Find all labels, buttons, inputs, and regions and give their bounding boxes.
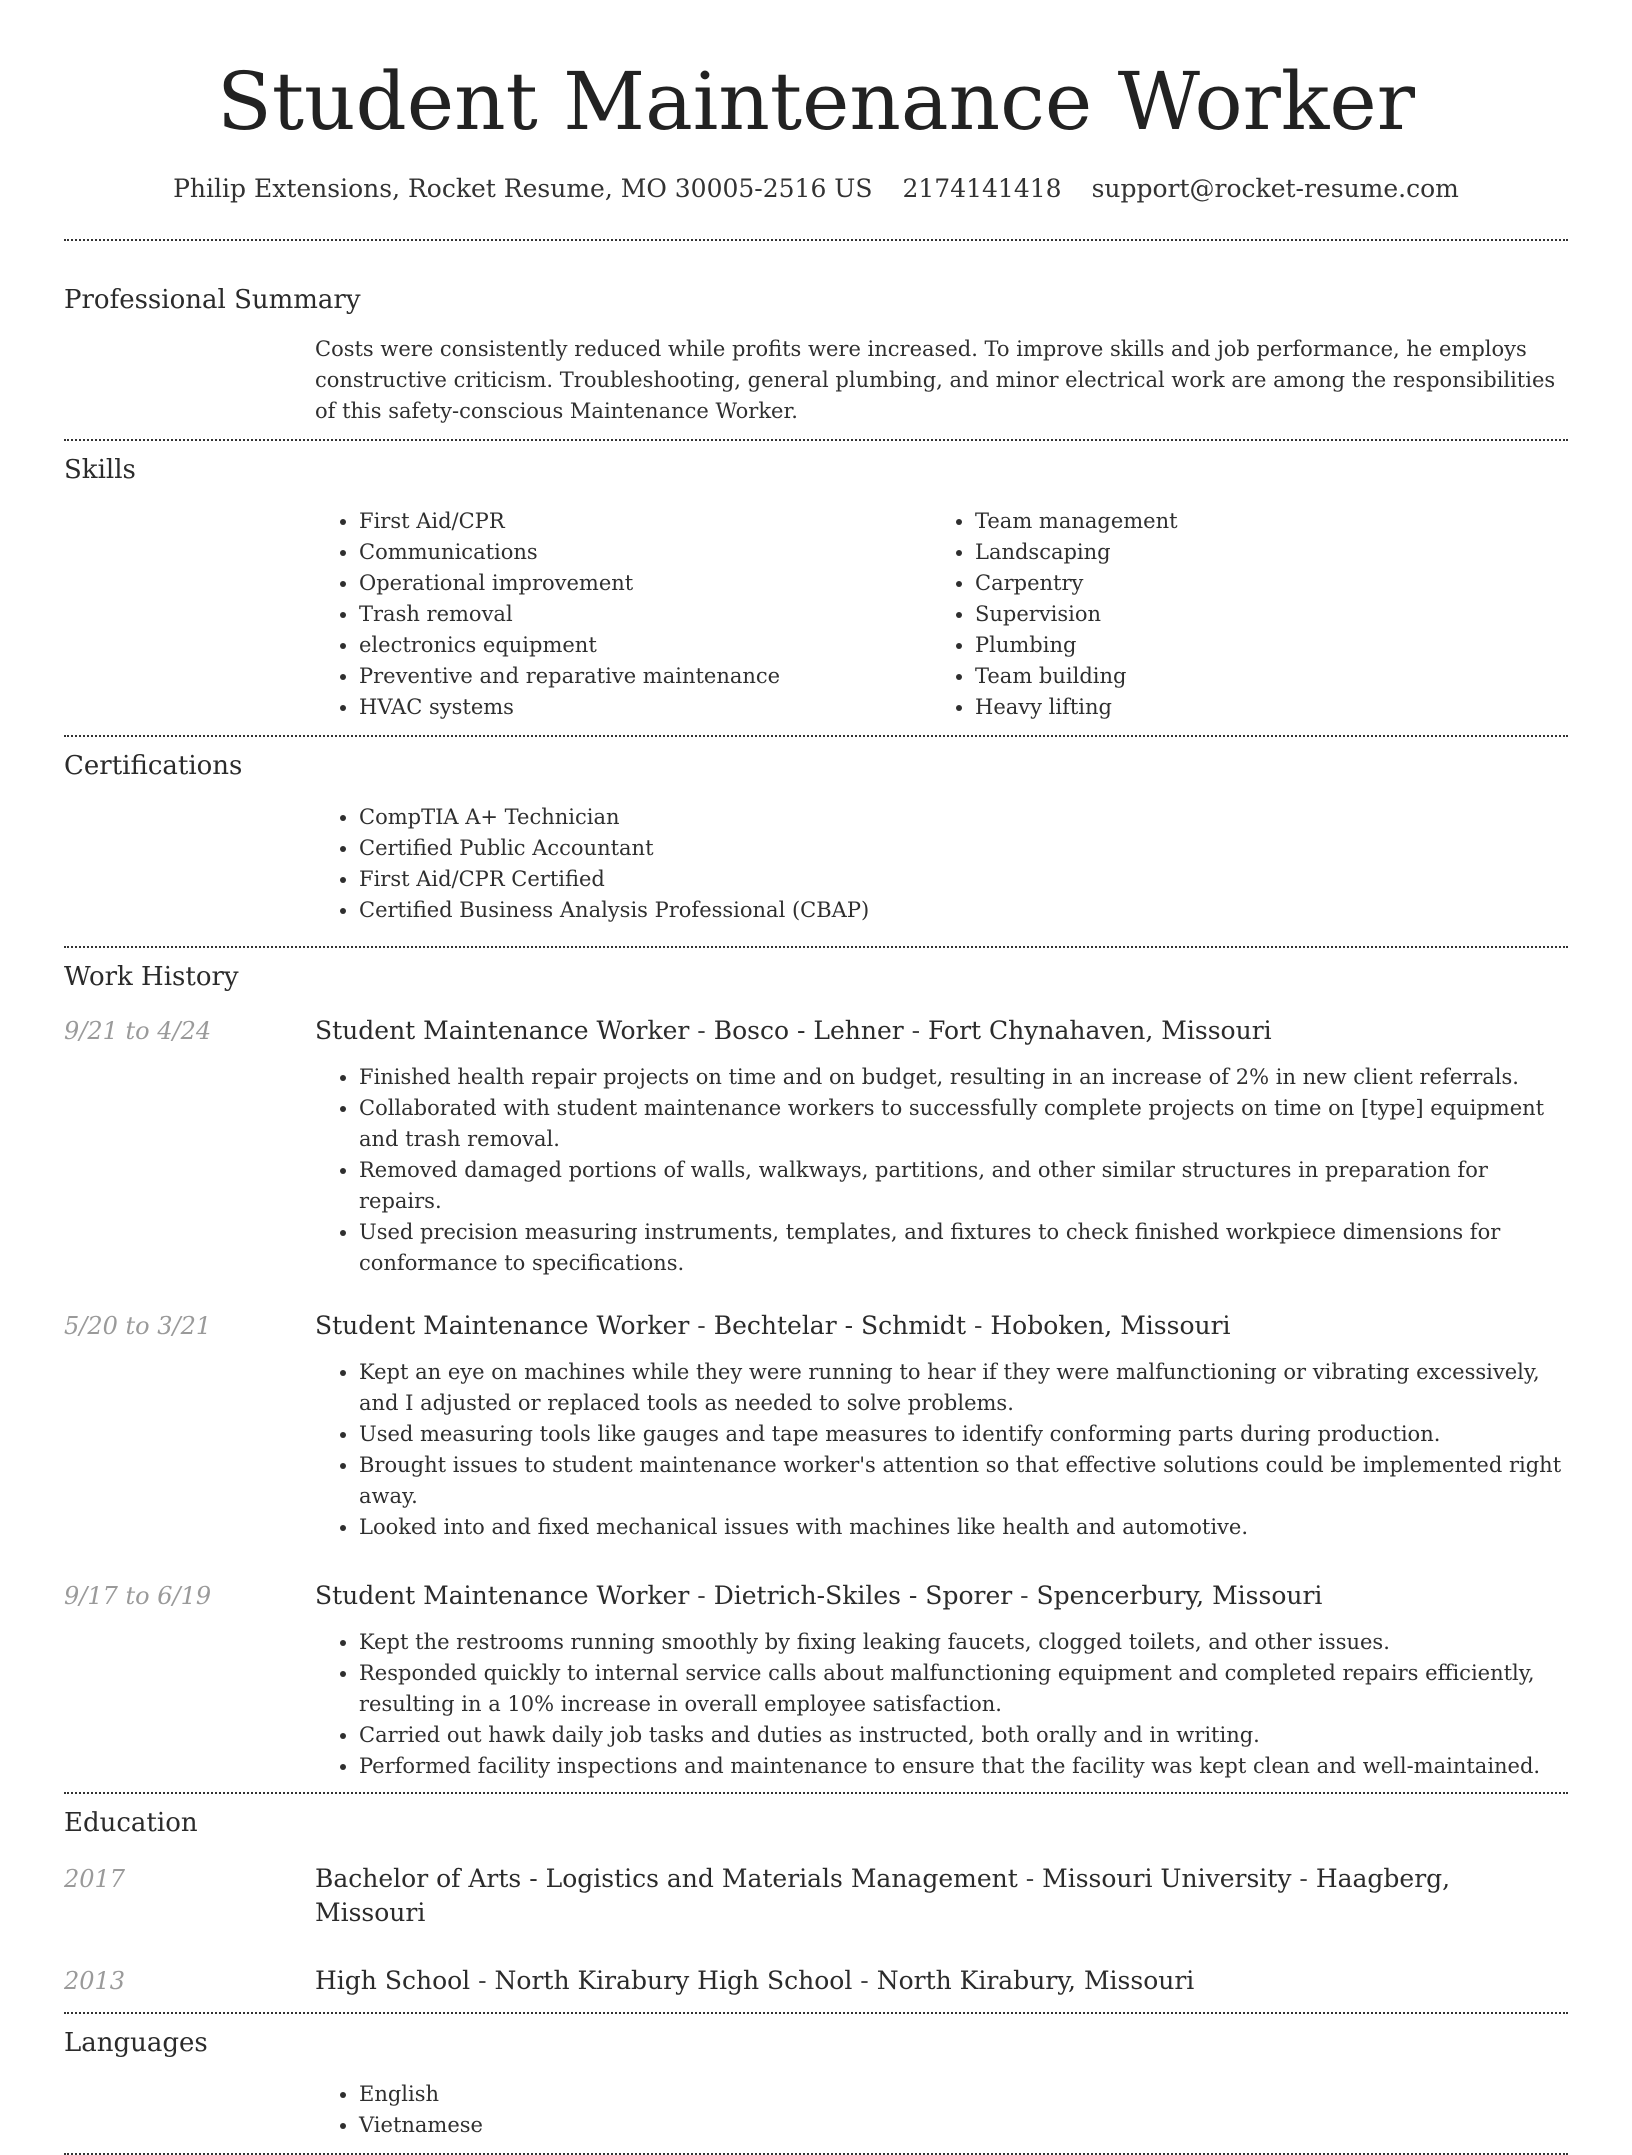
job-bullet: • Removed damaged portions of walls, walkways, partitions, and other similar structures in preparation for repairs.	[359, 1155, 1568, 1217]
skill-item: • Team management	[975, 506, 1547, 537]
contact-line	[64, 172, 1568, 206]
skill-item: • Supervision	[975, 599, 1547, 630]
job-role: Student Maintenance Worker	[315, 1581, 690, 1610]
contact-address: Philip Extensions, Rocket Resume, MO 30005-2516 US	[173, 174, 873, 203]
section-divider	[64, 946, 1568, 948]
summary-text: Costs were consistently reduced while profits were increased. To improve skills and job performance, he employs constructive criticism. Troubleshooting, general plumbing, and minor electrical work are among the responsibilities of this safety-conscious Maintenance Worker.	[315, 337, 1556, 423]
job-role: Student Maintenance Worker	[315, 1311, 690, 1340]
certifications-heading: Certifications	[64, 751, 243, 781]
languages-heading: Languages	[64, 2028, 208, 2058]
section-divider	[64, 439, 1568, 441]
skill-item: • HVAC systems	[359, 692, 931, 723]
skills-columns	[315, 506, 1568, 723]
education-heading-line: Bachelor of Arts - Logistics and Materials Management - Missouri University - Haagberg, Missouri	[315, 1864, 1451, 1927]
job-bullets	[315, 1062, 1568, 1279]
job-role: Student Maintenance Worker	[315, 1016, 690, 1045]
job-entry	[64, 1579, 1568, 1613]
job-bullet: • Responded quickly to internal service calls about malfunctioning equipment and completed repairs efficiently, resulting in a 10% increase in overall employee satisfaction.	[359, 1658, 1568, 1720]
certification-item: • First Aid/CPR Certified	[359, 864, 1568, 895]
skills-heading: Skills	[64, 455, 136, 485]
job-bullet: • Collaborated with student maintenance workers to successfully complete projects on time on [type] equipment and trash removal.	[359, 1093, 1568, 1155]
certification-item: • Certified Public Accountant	[359, 833, 1568, 864]
job-bullets	[315, 1627, 1568, 1782]
education-degree: Bachelor of Arts - Logistics and Materials Management	[315, 1864, 1018, 1893]
certifications-list	[315, 802, 1568, 926]
education-location: Haagberg, Missouri	[315, 1864, 1451, 1927]
education-entry	[64, 1862, 1568, 1930]
job-bullet: • Used precision measuring instruments, templates, and fixtures to check finished workpiece dimensions for conformance to specifications.	[359, 1217, 1568, 1279]
skill-item: • electronics equipment	[359, 630, 931, 661]
language-item: • English	[359, 2079, 1568, 2110]
job-entry	[64, 1309, 1568, 1343]
summary-heading: Professional Summary	[64, 285, 361, 315]
job-bullet: • Kept an eye on machines while they were running to hear if they were malfunctioning or vibrating excessively, and I adjusted or replaced tools as needed to solve problems.	[359, 1357, 1568, 1419]
skill-item: • Carpentry	[975, 568, 1547, 599]
education-year: 2013	[64, 1967, 126, 1995]
section-divider	[64, 1792, 1568, 1794]
education-heading-line: High School - North Kirabury High School - North Kirabury, Missouri	[315, 1966, 1195, 1995]
job-dates: 9/21 to 4/24	[64, 1017, 212, 1045]
job-bullets	[315, 1357, 1568, 1543]
skills-right-column	[931, 506, 1547, 723]
education-school: North Kirabury High School	[494, 1966, 853, 1995]
section-divider	[64, 2012, 1568, 2014]
languages-list	[315, 2079, 1568, 2141]
job-bullet: • Finished health repair projects on time and on budget, resulting in an increase of 2% in new client referrals.	[359, 1062, 1568, 1093]
skill-item: • Communications	[359, 537, 931, 568]
job-dates: 9/17 to 6/19	[64, 1582, 212, 1610]
section-divider	[64, 735, 1568, 737]
job-location: Fort Chynahaven, Missouri	[928, 1016, 1272, 1045]
job-location: Hoboken, Missouri	[990, 1311, 1231, 1340]
job-bullet: • Used measuring tools like gauges and tape measures to identify conforming parts during production.	[359, 1419, 1568, 1450]
job-heading: Student Maintenance Worker - Dietrich-Skiles - Sporer - Spencerbury, Missouri	[315, 1581, 1323, 1610]
skill-item: • Preventive and reparative maintenance	[359, 661, 931, 692]
education-year: 2017	[64, 1865, 126, 1893]
job-company: Bosco - Lehner	[713, 1016, 904, 1045]
job-bullet: • Performed facility inspections and maintenance to ensure that the facility was kept clean and well-maintained.	[359, 1751, 1568, 1782]
certification-item: • CompTIA A+ Technician	[359, 802, 1568, 833]
section-divider	[64, 239, 1568, 241]
skill-item: • Heavy lifting	[975, 692, 1547, 723]
candidate-name: Student Maintenance Worker	[217, 55, 1415, 148]
job-bullet: • Kept the restrooms running smoothly by fixing leaking faucets, clogged toilets, and other issues.	[359, 1627, 1568, 1658]
work-history-heading: Work History	[64, 962, 239, 992]
job-bullet: • Carried out hawk daily job tasks and duties as instructed, both orally and in writing.	[359, 1720, 1568, 1751]
job-heading: Student Maintenance Worker - Bechtelar - Schmidt - Hoboken, Missouri	[315, 1311, 1231, 1340]
skill-item: • Team building	[975, 661, 1547, 692]
job-entry	[64, 1014, 1568, 1048]
job-bullet: • Brought issues to student maintenance worker's attention so that effective solutions could be implemented right away.	[359, 1450, 1568, 1512]
certification-item: • Certified Business Analysis Professional (CBAP)	[359, 895, 1568, 926]
language-item: • Vietnamese	[359, 2110, 1568, 2141]
skill-item: • Operational improvement	[359, 568, 931, 599]
education-heading: Education	[64, 1808, 198, 1838]
skill-item: • Trash removal	[359, 599, 931, 630]
job-company: Bechtelar - Schmidt	[713, 1311, 966, 1340]
skill-item: • Landscaping	[975, 537, 1547, 568]
skills-left-column	[315, 506, 931, 723]
contact-email: support@rocket-resume.com	[1091, 174, 1459, 203]
education-location: North Kirabury, Missouri	[876, 1966, 1195, 1995]
job-bullet: • Looked into and fixed mechanical issues with machines like health and automotive.	[359, 1512, 1568, 1543]
education-entry	[64, 1964, 1568, 1998]
education-school: Missouri University	[1042, 1864, 1292, 1893]
job-location: Spencerbury, Missouri	[1036, 1581, 1323, 1610]
job-dates: 5/20 to 3/21	[64, 1312, 212, 1340]
contact-phone: 2174141418	[902, 174, 1062, 203]
education-degree: High School	[315, 1966, 471, 1995]
job-company: Dietrich-Skiles - Sporer	[713, 1581, 1013, 1610]
skill-item: • Plumbing	[975, 630, 1547, 661]
skill-item: • First Aid/CPR	[359, 506, 931, 537]
job-heading: Student Maintenance Worker - Bosco - Lehner - Fort Chynahaven, Missouri	[315, 1016, 1272, 1045]
